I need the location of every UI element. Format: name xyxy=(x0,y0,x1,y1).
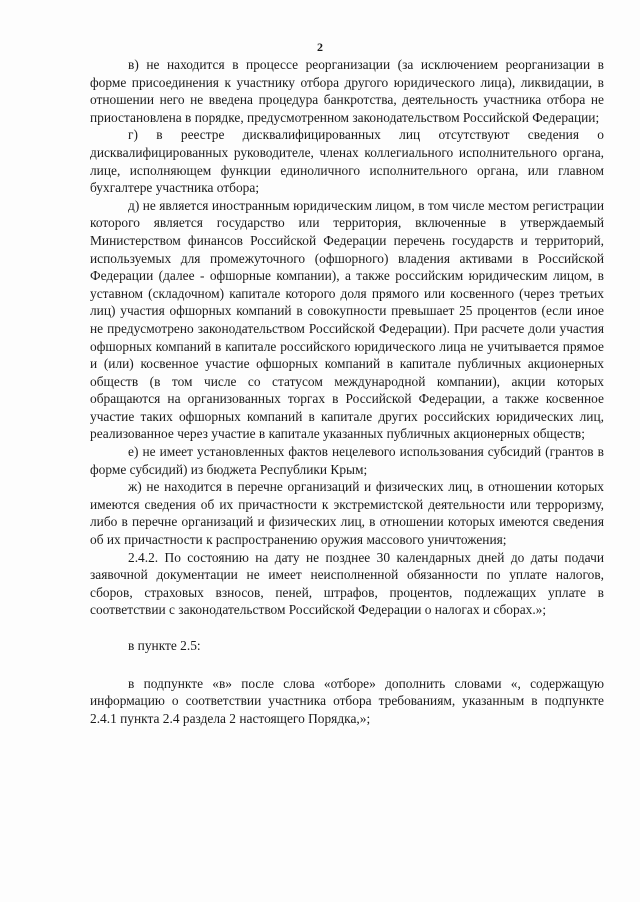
paragraph-g: г) в реестре дисквалифицированных лиц отсутствуют сведения о дисквалифицированных руководителе, членах коллегиального исполнительного органа, лице, исполняющем функции единоличного исполнительного органа, или главном бухгалтере участника отбора; xyxy=(90,127,604,196)
paragraph-zh: ж) не находится в перечне организаций и физических лиц, в отношении которых имеются сведения об их причастности к экстремистской деятельности или терроризму, либо в перечне организаций и физических лиц, в отношении которых имеются сведения об их причастности к распространению оружия массового уничтожения; xyxy=(90,479,604,548)
paragraph-v: в) не находится в процессе реорганизации (за исключением реорганизации в форме присоединения к участнику отбора другого юридического лица), ликвидации, в отношении него не введена процедура банкротства, деятельность участника отбора не приостановлена в порядке, предусмотренном законодательством Российской Федерации; xyxy=(90,57,604,125)
paragraph-d: д) не является иностранным юридическим лицом, в том числе местом регистрации которого является государство или территория, включенные в утверждаемый Министерством финансов Российской Федерации перечень государств и территорий, используемых для промежуточного (офшорного) владения активами в Российской Федерации (далее - офшорные компании), а также российским юридическим лицом, в уставном (складочном) капитале которого доля прямого или косвенного (через третьих лиц) участия офшорных компаний в совокупности превышает 25 процентов (если иное не предусмотрено законодательством Российской Федерации). При расчете доли участия офшорных компаний в капитале российского юридического лица не учитывается прямое и (или) косвенное участие офшорных компаний в капитале публичных акционерных обществ (в том числе со статусом международной компании), акции которых обращаются на организованных торгах в Российской Федерации, а также косвенное участие таких офшорных компаний в капитале других российских юридических лиц, реализованное через участие в капитале указанных публичных акционерных обществ; xyxy=(90,197,604,442)
page-number: 2 xyxy=(317,40,323,54)
paragraph-point-2-5: в пункте 2.5: xyxy=(128,638,201,653)
paragraph-spacer xyxy=(90,619,604,637)
paragraph-spacer xyxy=(90,655,604,675)
document-body xyxy=(90,56,604,727)
paragraph-2-4-2: 2.4.2. По состоянию на дату не позднее 30 календарных дней до даты подачи заявочной документации не имеет неисполненной обязанности по уплате налогов, сборов, страховых взносов, пеней, штрафов, процентов, подлежащих уплате в соответствии с законодательством Российской Федерации о налогах и сборах.»; xyxy=(90,549,604,618)
paragraph-e: е) не имеет установленных фактов нецелевого использования субсидий (грантов в форме субсидий) из бюджета Республики Крым; xyxy=(90,444,604,477)
paragraph-subpoint-v: в подпункте «в» после слова «отборе» дополнить словами «, содержащую информацию о соответствии участника отбора требованиям, указанным в подпункте 2.4.1 пункта 2.4 раздела 2 настоящего Порядка,»; xyxy=(90,675,604,726)
